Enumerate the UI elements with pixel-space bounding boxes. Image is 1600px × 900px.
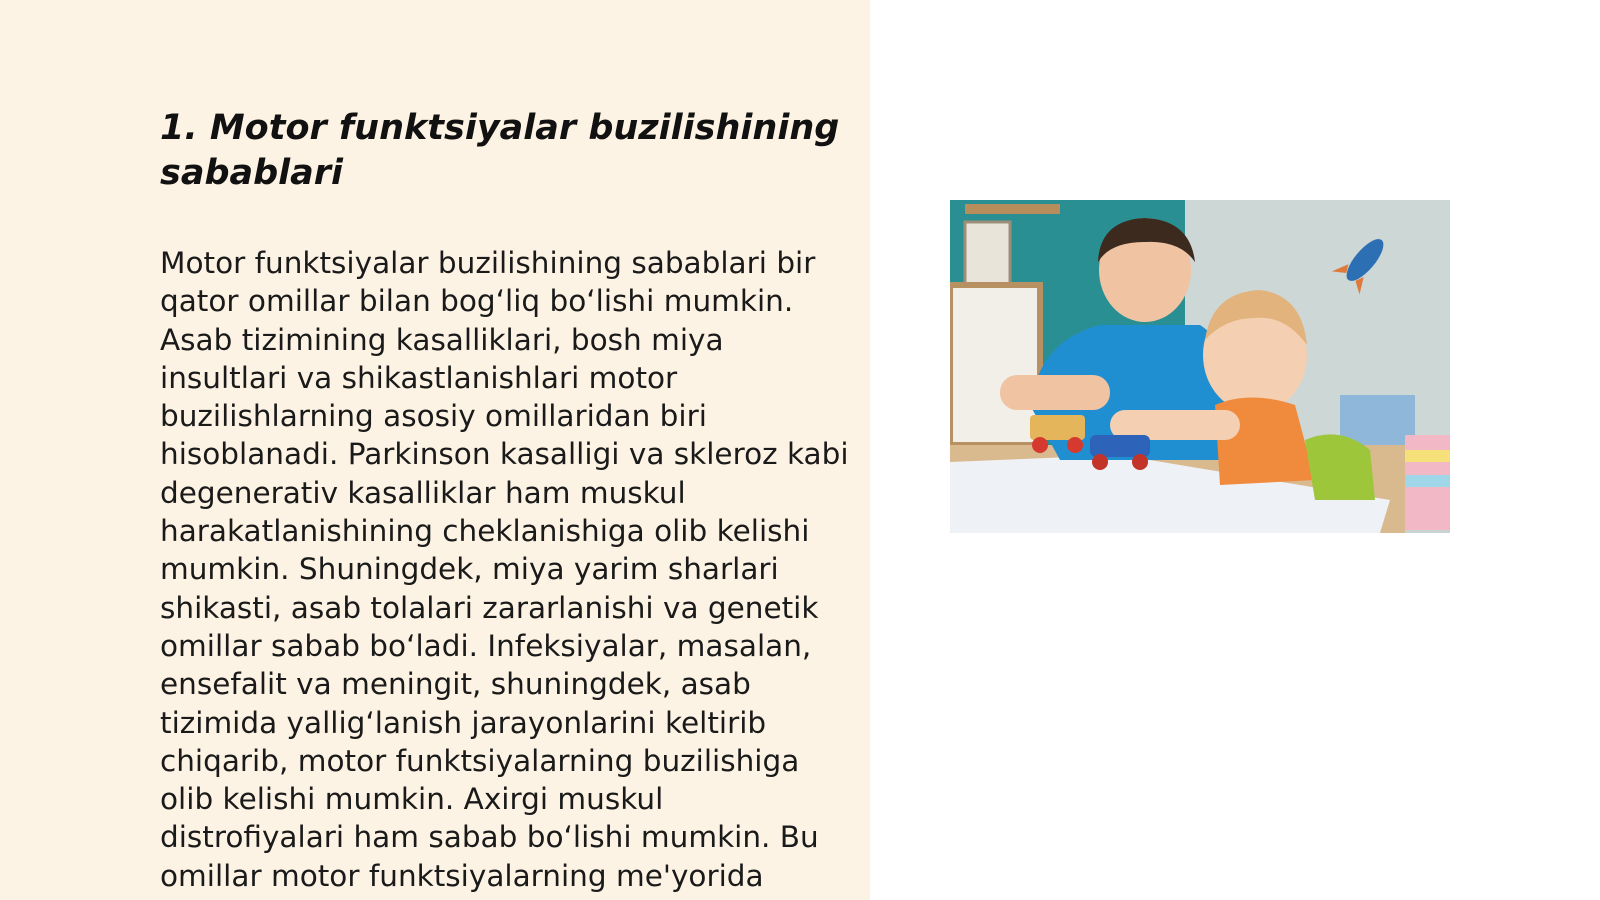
- children-playing-photo: [950, 200, 1450, 533]
- slide-title: 1. Motor funktsiyalar buzilishining sabablari: [160, 108, 840, 193]
- slide-body-text: Motor funktsiyalar buzilishining sabablari bir qator omillar bilan bogʻliq boʻlishi mumkin. Asab tizimining kasalliklari, bosh miya insultlari va shikastlanishlari motor buzilishlarning asosiy omillaridan biri hisoblanadi. Parkinson kasalligi va skleroz kabi degenerativ kasalliklar ham muskul harakatlanishining cheklanishiga olib kelishi mumkin. Shuningdek, miya yarim sharlari shikasti, asab tolalari zararlanishi va genetik omillar sabab boʻladi. Infeksiyalar, masalan, ensefalit va meningit, shuningdek, asab tizimida yalligʻlanish jarayonlarini keltirib chiqarib, motor funktsiyalarning buzilishiga olib kelishi mumkin. Axirgi muskul distrofiyalari ham sabab boʻlishi mumkin. Bu omillar motor funktsiyalarning me'yorida: [160, 246, 849, 893]
